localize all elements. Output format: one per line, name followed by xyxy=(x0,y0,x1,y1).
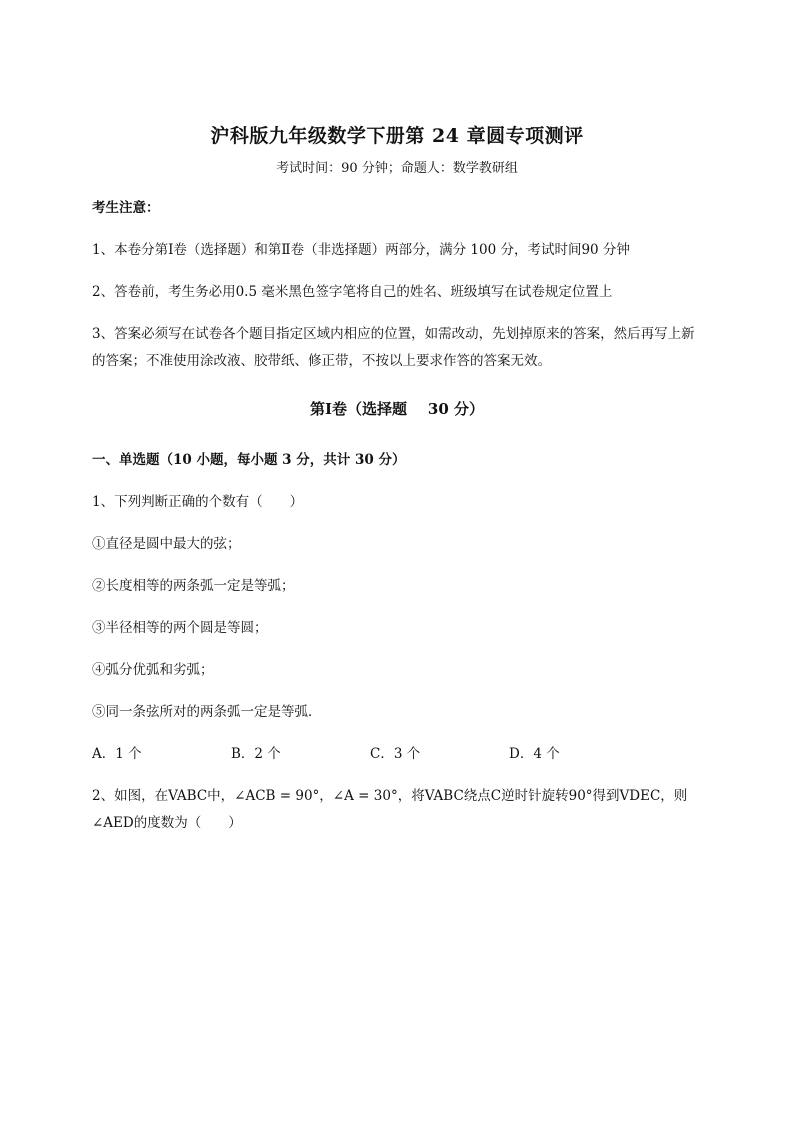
statement-4: ④弧分优弧和劣弧； xyxy=(92,662,214,678)
question-2-line-2: ∠AED的度数为（ ） xyxy=(92,815,242,831)
statement-3: ③半径相等的两个圆是等圆； xyxy=(92,620,268,636)
choice-b[interactable]: B．2 个 xyxy=(231,746,281,762)
notice-item-2: 2、答卷前，考生务必用0.5 毫米黑色签字笔将自己的姓名、班级填写在试卷规定位置上 xyxy=(92,284,613,300)
statement-1: ①直径是圆中最大的弦； xyxy=(92,536,241,552)
statement-5: ⑤同一条弦所对的两条弧一定是等弧． xyxy=(92,704,322,720)
choice-a[interactable]: A．1 个 xyxy=(92,746,142,762)
notice-item-3-cont: 的答案；不准使用涂改液、胶带纸、修正带，不按以上要求作答的答案无效。 xyxy=(92,353,551,369)
question-1-stem: 1、下列判断正确的个数有（ ） xyxy=(92,494,304,510)
choice-d[interactable]: D．4 个 xyxy=(509,746,560,762)
notice-item-1: 1、本卷分第Ⅰ卷（选择题）和第Ⅱ卷（非选择题）两部分，满分 100 分，考试时间90 分钟 xyxy=(92,242,630,258)
exam-info: 考试时间：90 分钟；命题人：数学教研组 xyxy=(276,161,518,176)
question-2-line-1: 2、如图，在VABC中，∠ACB = 90°，∠A = 30°，将VABC绕点C逆时针旋转90°得到VDEC，则 xyxy=(92,788,688,804)
choice-c[interactable]: C．3 个 xyxy=(370,746,421,762)
notice-heading: 考生注意： xyxy=(92,200,160,216)
part-title: 一、单选题（10 小题，每小题 3 分，共计 30 分） xyxy=(92,452,406,468)
page-title: 沪科版九年级数学下册第 24 章圆专项测评 xyxy=(210,125,584,147)
statement-2: ②长度相等的两条弧一定是等弧； xyxy=(92,578,295,594)
section-title: 第Ⅰ卷（选择题 30 分） xyxy=(309,400,484,418)
notice-item-3: 3、答案必须写在试卷各个题目指定区域内相应的位置，如需改动，先划掉原来的答案，然后再写上新 xyxy=(92,326,695,342)
